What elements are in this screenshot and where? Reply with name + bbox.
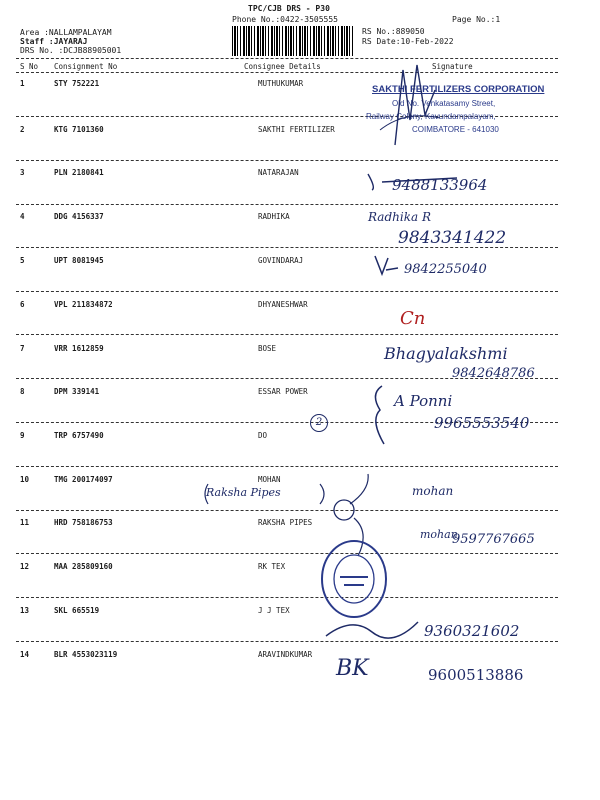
row-sno: 4 xyxy=(20,212,25,221)
divider xyxy=(16,72,558,73)
page-number: Page No.:1 xyxy=(452,15,501,24)
signature-scribble xyxy=(372,252,402,278)
row-consignee: RAKSHA PIPES xyxy=(258,518,313,527)
row-consignee: MUTHUKUMAR xyxy=(258,79,304,88)
row-divider xyxy=(16,291,558,292)
row-divider xyxy=(16,466,558,467)
row-divider xyxy=(16,334,558,335)
row-consignee: DO xyxy=(258,431,268,440)
note-bracket xyxy=(200,480,330,508)
circled-number: 2 xyxy=(310,414,328,432)
row-consignment: VPL 211834872 xyxy=(54,300,113,309)
col-header-sno: S No xyxy=(20,62,39,71)
signature-scribble xyxy=(362,166,462,194)
row-consignment: KTG 7101360 xyxy=(54,125,104,134)
handwritten-name: Radhika R xyxy=(368,210,431,224)
col-header-consignee: Consignee Details xyxy=(244,62,321,71)
row-consignee: ARAVINDKUMAR xyxy=(258,650,313,659)
row-consignee: MOHAN xyxy=(258,475,281,484)
rs-number: RS No.:889050 xyxy=(362,27,425,36)
row-consignee: GOVINDARAJ xyxy=(258,256,304,265)
signature-scribble xyxy=(322,610,422,644)
row-sno: 9 xyxy=(20,431,25,440)
divider xyxy=(16,58,558,59)
handwritten-signature: mohan xyxy=(412,484,454,498)
row-consignment: TRP 6757490 xyxy=(54,431,104,440)
row-consignment: BLR 4553023119 xyxy=(54,650,118,659)
row-sno: 7 xyxy=(20,344,25,353)
handwritten-phone: 9843341422 xyxy=(398,228,507,248)
handwritten-phone: 9360321602 xyxy=(424,622,520,640)
handwritten-note: Raksha Pipes xyxy=(206,486,281,499)
rs-date: RS Date:10-Feb-2022 xyxy=(362,37,454,46)
row-consignment: SKL 665519 xyxy=(54,606,100,615)
handwritten-name: A Ponni xyxy=(394,392,453,410)
row-divider xyxy=(16,204,558,205)
row-consignee: J J TEX xyxy=(258,606,290,615)
handwritten-phone: 9600513886 xyxy=(428,666,524,684)
row-sno: 8 xyxy=(20,387,25,396)
barcode xyxy=(232,26,353,56)
row-consignee: DHYANESHWAR xyxy=(258,300,308,309)
row-consignment: MAA 285809160 xyxy=(54,562,113,571)
row-sno: 6 xyxy=(20,300,25,309)
round-seal xyxy=(318,537,390,621)
row-consignment: PLN 2180841 xyxy=(54,168,104,177)
row-divider xyxy=(16,553,558,554)
row-consignee: RADHIKA xyxy=(258,212,290,221)
signature-scribble xyxy=(375,60,445,150)
row-consignee: SAKTHI FERTILIZER xyxy=(258,125,335,134)
row-consignee: ESSAR POWER xyxy=(258,387,308,396)
row-sno: 10 xyxy=(20,475,30,484)
col-header-signature: Signature xyxy=(432,62,473,71)
row-divider xyxy=(16,641,558,642)
bracket-mark xyxy=(360,380,396,450)
row-sno: 14 xyxy=(20,650,30,659)
row-consignment: DPM 339141 xyxy=(54,387,100,396)
company-stamp-line: COIMBATORE - 641030 xyxy=(412,125,499,134)
row-sno: 1 xyxy=(20,79,25,88)
handwritten-phone: 9842255040 xyxy=(404,262,487,277)
row-consignment: STY 752221 xyxy=(54,79,100,88)
company-stamp-line: Railway Colony, Kavundampalayam, xyxy=(366,112,496,121)
phone-number: Phone No.:0422-3505555 xyxy=(232,15,338,24)
row-consignment: HRD 758186753 xyxy=(54,518,113,527)
handwritten-phone: 9842648786 xyxy=(452,366,535,381)
row-consignee: BOSE xyxy=(258,344,277,353)
report-title: TPC/CJB DRS - P30 xyxy=(248,4,330,13)
row-sno: 11 xyxy=(20,518,30,527)
handwritten-phone: 9488133964 xyxy=(392,176,488,194)
handwritten-phone: 9965553540 xyxy=(434,414,530,432)
handwritten-name: Bhagyalakshmi xyxy=(384,344,508,363)
row-consignment: TMG 200174097 xyxy=(54,475,113,484)
row-divider xyxy=(16,160,558,161)
handwritten-phone: 9597767665 xyxy=(452,532,535,547)
company-stamp-line: Old No. Venkatasamy Street, xyxy=(392,99,496,108)
row-consignment: UPT 8081945 xyxy=(54,256,104,265)
row-sno: 3 xyxy=(20,168,25,177)
area-label: Area :NALLAMPALAYAM xyxy=(20,28,112,37)
company-stamp-name: SAKTHI FERTILIZERS CORPORATION xyxy=(372,84,545,95)
row-divider xyxy=(16,597,558,598)
row-divider xyxy=(16,510,558,511)
row-consignment: VRR 1612859 xyxy=(54,344,104,353)
row-sno: 12 xyxy=(20,562,30,571)
row-sno: 2 xyxy=(20,125,25,134)
handwritten-initials: BK xyxy=(336,656,369,681)
row-consignee: NATARAJAN xyxy=(258,168,299,177)
staff-label: Staff :JAYARAJ xyxy=(20,37,88,46)
handwritten-initials: Cn xyxy=(400,308,426,329)
handwritten-signature: mohan xyxy=(420,528,458,541)
col-header-consignment: Consignment No xyxy=(54,62,118,71)
row-consignment: DDG 4156337 xyxy=(54,212,104,221)
row-consignee: RK TEX xyxy=(258,562,286,571)
row-sno: 5 xyxy=(20,256,25,265)
row-sno: 13 xyxy=(20,606,30,615)
drs-number: DRS No. :DCJB88905001 xyxy=(20,46,122,55)
